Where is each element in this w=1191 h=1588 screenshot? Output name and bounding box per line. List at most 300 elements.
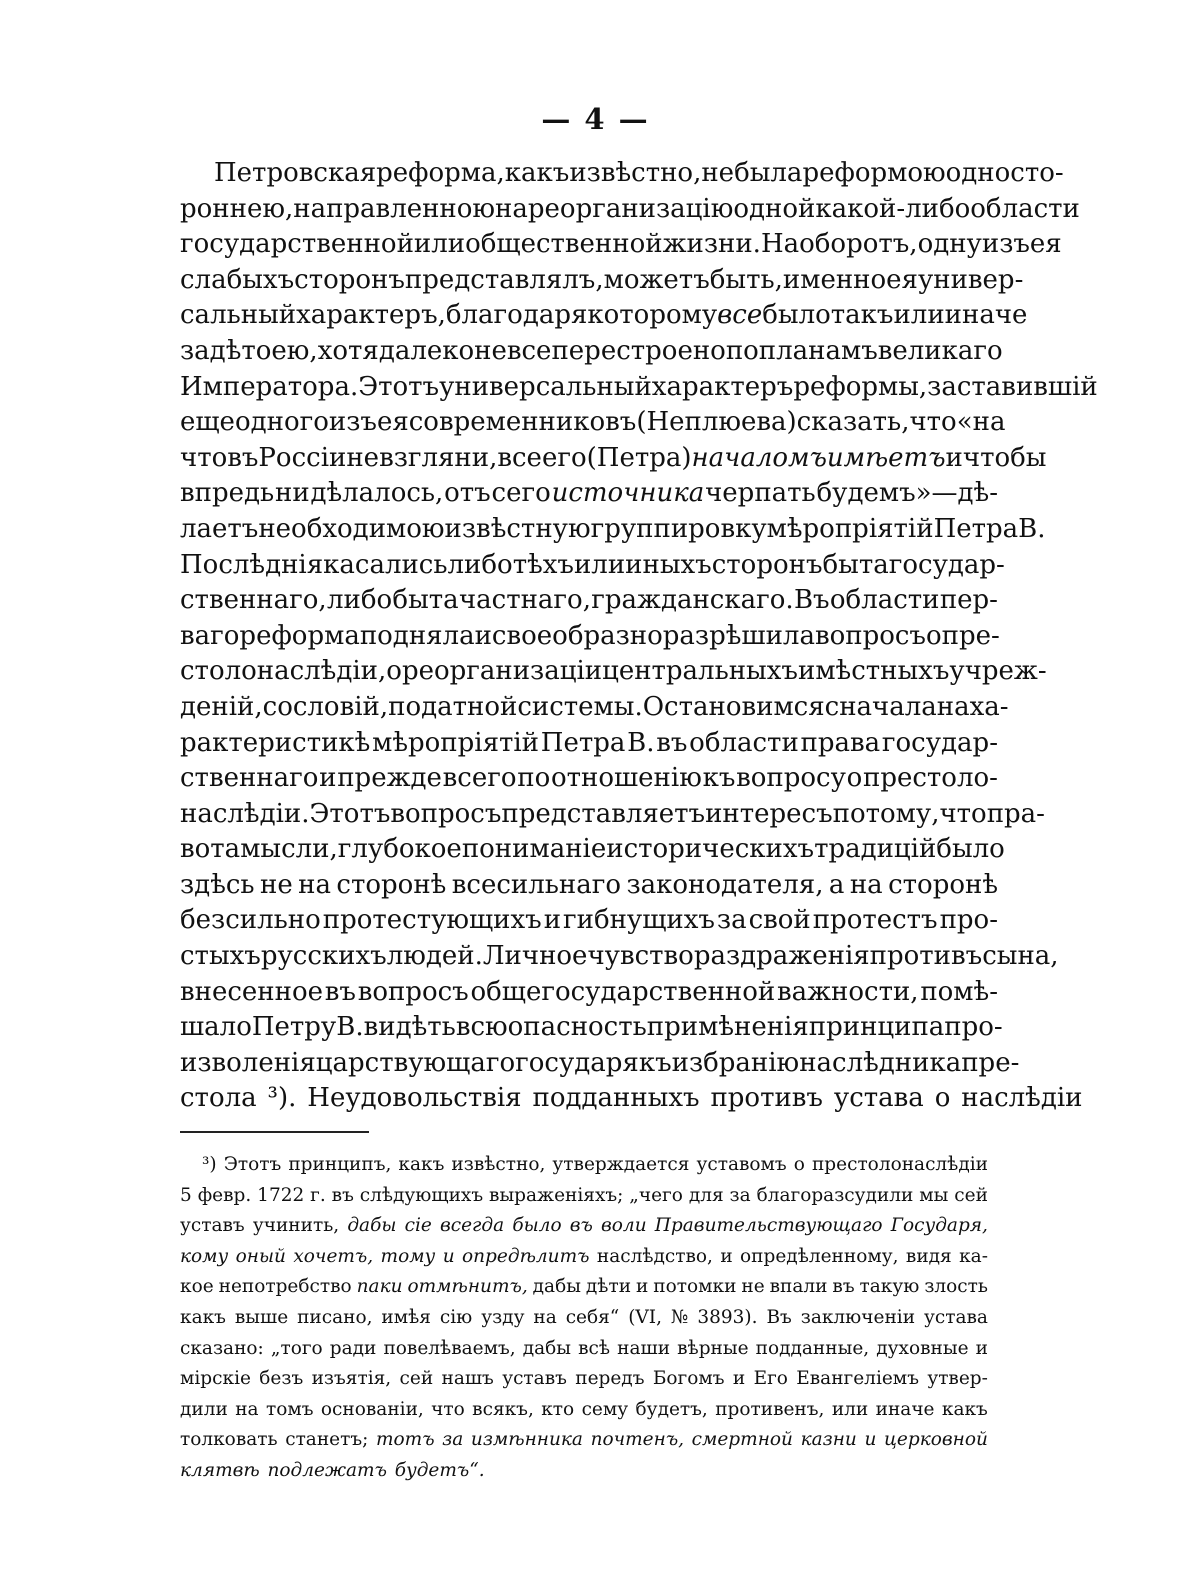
body-word: про- bbox=[939, 905, 998, 936]
body-word: или bbox=[413, 229, 466, 260]
footnote-word: 5 bbox=[180, 1184, 192, 1206]
body-word: потому, bbox=[832, 798, 940, 829]
footnote-word: наслѣдство, bbox=[596, 1245, 713, 1267]
body-word: и bbox=[319, 763, 337, 794]
body-word: сальный bbox=[180, 300, 297, 331]
footnote-word: выше bbox=[234, 1306, 289, 1328]
body-word: здѣсь bbox=[180, 869, 255, 900]
body-word: безсильно bbox=[180, 905, 321, 936]
body-word: В. bbox=[336, 1012, 364, 1043]
footnote-word: въ bbox=[832, 1276, 855, 1298]
body-word: все bbox=[497, 442, 542, 473]
body-word: рактеристикѣ bbox=[180, 727, 371, 758]
footnote-line bbox=[180, 1425, 988, 1456]
body-word: либо bbox=[326, 585, 393, 616]
body-word: сына, bbox=[982, 941, 1059, 972]
body-word: представлялъ, bbox=[404, 264, 604, 295]
body-line bbox=[180, 476, 998, 512]
footnote-word: будетъ“. bbox=[394, 1459, 485, 1481]
footnote-word: изъятія, bbox=[311, 1368, 392, 1390]
body-word: и bbox=[474, 620, 492, 651]
body-word: подданныхъ bbox=[532, 1083, 700, 1114]
footnote-word: № bbox=[670, 1306, 689, 1328]
body-word: было bbox=[762, 300, 831, 331]
footnote-word: почтенъ, bbox=[590, 1429, 685, 1451]
body-word: своеобразно bbox=[491, 620, 663, 651]
body-word: устава bbox=[833, 1083, 924, 1114]
body-word: реформою bbox=[802, 158, 946, 188]
body-word: и bbox=[543, 905, 562, 936]
body-word: Неудовольствія bbox=[307, 1083, 522, 1114]
body-word: про- bbox=[944, 1012, 1003, 1043]
body-word: вопросу bbox=[736, 763, 846, 794]
footnote-word: кто bbox=[541, 1398, 575, 1420]
footnote-line bbox=[180, 1395, 988, 1426]
body-word: Россіи bbox=[258, 442, 347, 473]
footnote bbox=[180, 1150, 988, 1487]
body-word: не bbox=[701, 158, 735, 188]
body-line bbox=[180, 298, 1028, 334]
body-word: что bbox=[180, 442, 228, 473]
body-word: заставившій bbox=[927, 371, 1098, 402]
body-word: по bbox=[725, 335, 759, 366]
body-word: одного bbox=[234, 407, 329, 438]
body-word: Этотъ bbox=[309, 798, 391, 829]
body-word: перестроено bbox=[551, 335, 726, 366]
footnote-word: уставомъ bbox=[696, 1154, 787, 1175]
body-word: ея bbox=[1029, 229, 1062, 260]
body-line bbox=[180, 370, 1098, 406]
footnote-word: измѣнника bbox=[470, 1429, 583, 1451]
body-word: ³). bbox=[267, 1083, 297, 1114]
body-word: отъ bbox=[444, 478, 491, 509]
footnote-word: всѣ bbox=[578, 1337, 611, 1359]
body-word: всесильнаго bbox=[451, 869, 622, 900]
body-line bbox=[180, 690, 1009, 726]
body-word: на bbox=[849, 869, 883, 900]
body-word: далеко bbox=[378, 335, 475, 366]
body-word: вопросъ bbox=[357, 976, 469, 1007]
footnote-word: злость bbox=[924, 1276, 988, 1298]
body-word: и bbox=[797, 656, 816, 687]
footnote-word: оный bbox=[235, 1245, 286, 1267]
footnote-word: безъ bbox=[259, 1368, 304, 1390]
footnote-word: заключеніи bbox=[800, 1306, 916, 1328]
footnote-word: о bbox=[793, 1154, 805, 1175]
body-word: Наоборотъ, bbox=[760, 229, 918, 260]
body-word: пра- bbox=[986, 798, 1045, 829]
body-word: все bbox=[717, 300, 763, 331]
body-word: его bbox=[541, 442, 587, 473]
body-word: жизни. bbox=[662, 229, 761, 260]
footnote-word: выраженіяхъ; bbox=[489, 1184, 624, 1206]
body-line bbox=[180, 975, 998, 1011]
body-word: всего bbox=[442, 763, 517, 794]
footnote-divider bbox=[180, 1131, 369, 1133]
body-word: односто- bbox=[945, 158, 1064, 188]
footnote-word: повелѣваемъ, bbox=[383, 1337, 516, 1359]
footnote-word: вѣрные bbox=[677, 1337, 749, 1359]
footnote-word: опредѣленному, bbox=[740, 1245, 899, 1267]
footnote-word: за bbox=[729, 1184, 751, 1206]
body-line bbox=[180, 548, 1005, 584]
body-word: быта bbox=[822, 549, 889, 580]
body-word: или bbox=[573, 549, 626, 580]
body-word: началомъ bbox=[691, 442, 827, 473]
footnote-word: было bbox=[512, 1215, 562, 1237]
footnote-word: (VI, bbox=[628, 1306, 662, 1328]
footnote-word: Этотъ bbox=[223, 1154, 282, 1175]
body-line bbox=[180, 1010, 1003, 1046]
body-word: учреж- bbox=[949, 656, 1047, 687]
body-line bbox=[180, 1046, 1020, 1082]
page-number: — 4 — bbox=[541, 102, 650, 136]
body-word: области bbox=[829, 585, 940, 616]
footnote-word: такую bbox=[859, 1276, 920, 1298]
footnote-word: духовные bbox=[876, 1337, 969, 1359]
body-word: интересъ bbox=[705, 798, 833, 829]
footnote-word: сей bbox=[954, 1184, 988, 1206]
footnote-word: и bbox=[720, 1245, 733, 1267]
body-word: свой bbox=[748, 905, 811, 936]
body-line bbox=[180, 405, 1006, 441]
body-word: мысли, bbox=[240, 834, 338, 865]
footnote-word: учинить, bbox=[252, 1215, 340, 1237]
body-word: пре- bbox=[941, 620, 1000, 651]
body-word: за bbox=[716, 905, 747, 936]
body-word: ха- bbox=[969, 691, 1009, 722]
body-word: традицій bbox=[814, 834, 937, 865]
body-word: людей. bbox=[386, 941, 483, 972]
body-word: какой-либо bbox=[815, 193, 971, 224]
body-word: Личное bbox=[482, 941, 588, 972]
body-word: характеръ bbox=[651, 371, 794, 402]
footnote-line bbox=[180, 1242, 988, 1273]
body-word: В. bbox=[1018, 513, 1046, 544]
body-word: историческихъ bbox=[606, 834, 815, 865]
body-word: царствующаго bbox=[315, 1047, 516, 1078]
body-word: ваго bbox=[180, 620, 240, 651]
body-word: можетъ bbox=[603, 264, 710, 295]
body-word: области bbox=[689, 727, 799, 758]
body-word: наслѣдіи. bbox=[180, 798, 310, 829]
body-word: иныхъ bbox=[625, 549, 712, 580]
body-word: какъ bbox=[504, 158, 570, 188]
body-word: гражданскаго. bbox=[591, 585, 794, 616]
body-word: реорганизацію bbox=[527, 193, 734, 224]
body-word: сего bbox=[491, 478, 551, 509]
body-word: благодаря bbox=[445, 300, 588, 331]
body-word: представляетъ bbox=[501, 798, 706, 829]
body-word: реформа, bbox=[376, 158, 505, 188]
body-word: или bbox=[893, 300, 945, 331]
body-word: важности, bbox=[776, 976, 919, 1007]
body-word: вота bbox=[180, 834, 241, 865]
body-word: шало bbox=[180, 1012, 252, 1043]
body-word: взгляни, bbox=[379, 442, 498, 473]
footnote-word: кому bbox=[180, 1245, 229, 1267]
body-word: о bbox=[934, 1083, 951, 1114]
body-word: планамъ bbox=[758, 335, 878, 366]
body-word: примѣненія bbox=[646, 1012, 809, 1043]
body-word: задѣто bbox=[180, 335, 272, 366]
body-word: еще bbox=[180, 407, 235, 438]
body-word: Этотъ bbox=[358, 371, 440, 402]
body-word: о bbox=[846, 763, 863, 794]
footnote-word: видя bbox=[905, 1245, 952, 1267]
footnote-word: Богомъ bbox=[652, 1368, 725, 1390]
body-word: наслѣдника bbox=[799, 1047, 962, 1078]
footnote-word: наши bbox=[617, 1337, 671, 1359]
footnote-word: на bbox=[235, 1398, 259, 1420]
footnote-word: „того bbox=[270, 1337, 323, 1359]
body-word: общественной bbox=[465, 229, 663, 260]
body-word: къ bbox=[638, 1047, 672, 1078]
footnote-line bbox=[180, 1334, 988, 1365]
body-word: государственной bbox=[180, 229, 414, 260]
body-word: реформа bbox=[239, 620, 360, 651]
footnote-word: дѣти bbox=[585, 1276, 632, 1298]
footnote-word: какъ bbox=[180, 1306, 226, 1328]
body-word: ственнаго bbox=[180, 763, 319, 794]
body-word: въ bbox=[324, 976, 356, 1007]
body-word: на bbox=[298, 869, 331, 900]
body-word: Императора. bbox=[180, 371, 359, 402]
body-word: изволенія bbox=[180, 1047, 316, 1078]
body-word: дѣлалось, bbox=[310, 478, 444, 509]
footnote-word: будетъ, bbox=[635, 1398, 708, 1420]
body-word: противъ bbox=[869, 941, 983, 972]
footnote-word: паки bbox=[356, 1276, 403, 1298]
footnote-word: г. bbox=[310, 1184, 326, 1206]
body-line bbox=[180, 939, 1059, 975]
footnote-word: всякъ, bbox=[472, 1398, 534, 1420]
body-line bbox=[180, 797, 1045, 833]
footnote-word: уставъ bbox=[502, 1368, 567, 1390]
body-word: на bbox=[936, 691, 970, 722]
footnote-word: смертной bbox=[691, 1429, 793, 1451]
footnote-word: толковать bbox=[180, 1429, 278, 1451]
footnote-word: „чего bbox=[629, 1184, 683, 1206]
body-word: реформы, bbox=[793, 371, 928, 402]
body-word: Петровская bbox=[214, 158, 377, 188]
footnote-word: что bbox=[431, 1398, 465, 1420]
body-word: гибнущихъ bbox=[563, 905, 715, 936]
body-word: хотя bbox=[317, 335, 379, 366]
body-word: мѣропріятій bbox=[372, 727, 540, 758]
body-word: быть, bbox=[709, 264, 783, 295]
body-word: именно bbox=[782, 264, 887, 295]
body-word: Петра bbox=[933, 513, 1019, 544]
footnote-word: себя“ bbox=[565, 1306, 620, 1328]
footnote-word: престолонаслѣдіи bbox=[811, 1154, 988, 1175]
body-word: государ- bbox=[888, 549, 1005, 580]
body-word: сторонъ bbox=[294, 264, 405, 295]
body-word: черпать bbox=[705, 478, 816, 509]
footnote-word: дабы bbox=[522, 1337, 572, 1359]
footnote-word: не bbox=[741, 1276, 765, 1298]
footnote-word: кое bbox=[180, 1276, 214, 1298]
body-line bbox=[180, 868, 998, 904]
body-word: ея bbox=[886, 264, 918, 295]
footnote-word: церковной bbox=[884, 1429, 988, 1451]
footnote-line bbox=[180, 1303, 988, 1334]
body-word: все bbox=[506, 335, 552, 366]
main-text bbox=[180, 156, 1098, 1117]
body-word: либо bbox=[447, 549, 513, 580]
footnote-word: утверждается bbox=[552, 1154, 690, 1175]
footnote-word: и bbox=[975, 1337, 988, 1359]
body-word: внесенное bbox=[180, 976, 323, 1007]
body-word: прежде bbox=[337, 763, 442, 794]
footnote-word: какъ bbox=[941, 1398, 988, 1420]
footnote-word: февр. bbox=[197, 1184, 252, 1206]
body-word: разрѣшила bbox=[662, 620, 815, 651]
body-word: Петра bbox=[540, 727, 626, 758]
footnote-word: для bbox=[688, 1184, 724, 1206]
footnote-word: на bbox=[533, 1306, 557, 1328]
body-word: а bbox=[828, 869, 845, 900]
body-word: ственнаго, bbox=[180, 585, 327, 616]
footnote-word: потомки bbox=[653, 1276, 737, 1298]
body-word: противъ bbox=[710, 1083, 823, 1114]
body-line bbox=[180, 263, 1024, 299]
footnote-word: подданные, bbox=[755, 1337, 870, 1359]
body-line bbox=[180, 512, 1046, 548]
body-word: необходимою bbox=[258, 513, 445, 544]
body-word: подняла bbox=[359, 620, 475, 651]
body-line bbox=[180, 441, 1047, 477]
body-word: системы. bbox=[517, 691, 643, 722]
footnote-word: Его bbox=[753, 1368, 788, 1390]
body-line bbox=[180, 619, 998, 655]
footnote-word: устава bbox=[923, 1306, 988, 1328]
footnote-word: и bbox=[732, 1368, 746, 1390]
body-word: впредь bbox=[180, 478, 275, 509]
footnote-word: Правительствующаго bbox=[654, 1215, 883, 1237]
footnote-word: сему bbox=[581, 1398, 629, 1420]
footnote-word: ка- bbox=[959, 1245, 988, 1267]
body-word: сторонъ bbox=[711, 549, 823, 580]
body-word: изъ bbox=[328, 407, 377, 438]
body-word: тѣхъ bbox=[512, 549, 574, 580]
body-word: государ- bbox=[881, 727, 998, 758]
footnote-word: воли bbox=[601, 1215, 647, 1237]
body-word: вопросъ bbox=[390, 798, 502, 829]
body-word: протестъ bbox=[812, 905, 938, 936]
footnote-word: Евангеліемъ bbox=[796, 1368, 919, 1390]
footnote-word: хочетъ, bbox=[293, 1245, 374, 1267]
body-line bbox=[180, 192, 1080, 228]
body-word: сторонѣ bbox=[888, 869, 998, 900]
body-line bbox=[180, 583, 998, 619]
body-word: по bbox=[517, 763, 551, 794]
body-word: лаетъ bbox=[180, 513, 259, 544]
body-word: ею, bbox=[271, 335, 318, 366]
body-word: пониманіе bbox=[461, 834, 607, 865]
body-word: русскихъ bbox=[260, 941, 387, 972]
body-word: одну bbox=[917, 229, 982, 260]
body-word: ея bbox=[376, 407, 409, 438]
footnote-word: ради bbox=[329, 1337, 377, 1359]
footnote-line bbox=[180, 1456, 988, 1487]
footnote-word: клятвѣ bbox=[180, 1459, 260, 1481]
body-word: не bbox=[474, 335, 507, 366]
body-word: глубокое bbox=[337, 834, 462, 865]
body-word: извѣстную bbox=[444, 513, 591, 544]
footnote-word: и bbox=[864, 1429, 877, 1451]
footnote-word: благоразсудили bbox=[756, 1184, 914, 1206]
body-word: государя bbox=[515, 1047, 639, 1078]
footnote-word: извѣстно, bbox=[451, 1154, 546, 1175]
body-word: извѣстно, bbox=[569, 158, 702, 188]
body-word: В. bbox=[627, 727, 655, 758]
body-word: слабыхъ bbox=[180, 264, 295, 295]
body-word: отношенію bbox=[550, 763, 702, 794]
body-word: принципа bbox=[808, 1012, 945, 1043]
body-word: частнаго, bbox=[458, 585, 591, 616]
body-word: ни bbox=[274, 478, 310, 509]
body-word: не bbox=[260, 869, 293, 900]
footnote-word: дабы bbox=[347, 1215, 397, 1237]
body-line bbox=[180, 903, 998, 939]
body-word: что bbox=[939, 798, 987, 829]
footnote-word: сказано: bbox=[180, 1337, 264, 1359]
body-word: наслѣдіи bbox=[961, 1083, 1083, 1114]
body-word: изъ bbox=[981, 229, 1030, 260]
body-line bbox=[180, 227, 1062, 263]
footnote-word: въ bbox=[331, 1184, 354, 1206]
footnote-word: за bbox=[442, 1429, 464, 1451]
body-word: сначала bbox=[824, 691, 937, 722]
body-word: иначе bbox=[944, 300, 1028, 331]
body-word: универ- bbox=[917, 264, 1024, 295]
footnote-word: утвер- bbox=[927, 1368, 988, 1390]
body-word: законодателя, bbox=[626, 869, 824, 900]
body-word: источника bbox=[551, 478, 705, 509]
body-word: о bbox=[925, 620, 942, 651]
footnote-word: основаніи, bbox=[320, 1398, 424, 1420]
body-word: характеръ, bbox=[296, 300, 446, 331]
body-word: реорганизаціи bbox=[401, 656, 603, 687]
footnote-word: всегда bbox=[439, 1215, 505, 1237]
body-word: раздраженія bbox=[693, 941, 870, 972]
body-word: права bbox=[800, 727, 881, 758]
body-word: что bbox=[909, 407, 957, 438]
body-line bbox=[180, 832, 1005, 868]
body-line bbox=[180, 761, 998, 797]
body-word: чувство bbox=[587, 941, 694, 972]
footnote-word: противенъ, bbox=[715, 1398, 825, 1420]
body-word: пер- bbox=[939, 585, 998, 616]
body-word: великаго bbox=[877, 335, 1003, 366]
body-word: не bbox=[346, 442, 380, 473]
footnote-word: слѣдующихъ bbox=[359, 1184, 484, 1206]
body-word: чтобы bbox=[962, 442, 1047, 473]
footnote-word: томъ bbox=[265, 1398, 314, 1420]
body-word: избранію bbox=[671, 1047, 800, 1078]
body-word: столонаслѣдіи, bbox=[180, 656, 387, 687]
footnote-line bbox=[180, 1364, 988, 1395]
body-word: видѣть bbox=[363, 1012, 456, 1043]
body-word: сторонѣ bbox=[336, 869, 447, 900]
body-word: сословій, bbox=[262, 691, 389, 722]
footnote-word: впали bbox=[769, 1276, 828, 1298]
body-word: современниковъ bbox=[408, 407, 637, 438]
body-word: податной bbox=[388, 691, 518, 722]
footnote-word: узду bbox=[481, 1306, 525, 1328]
footnote-word: 3893). bbox=[697, 1306, 758, 1328]
